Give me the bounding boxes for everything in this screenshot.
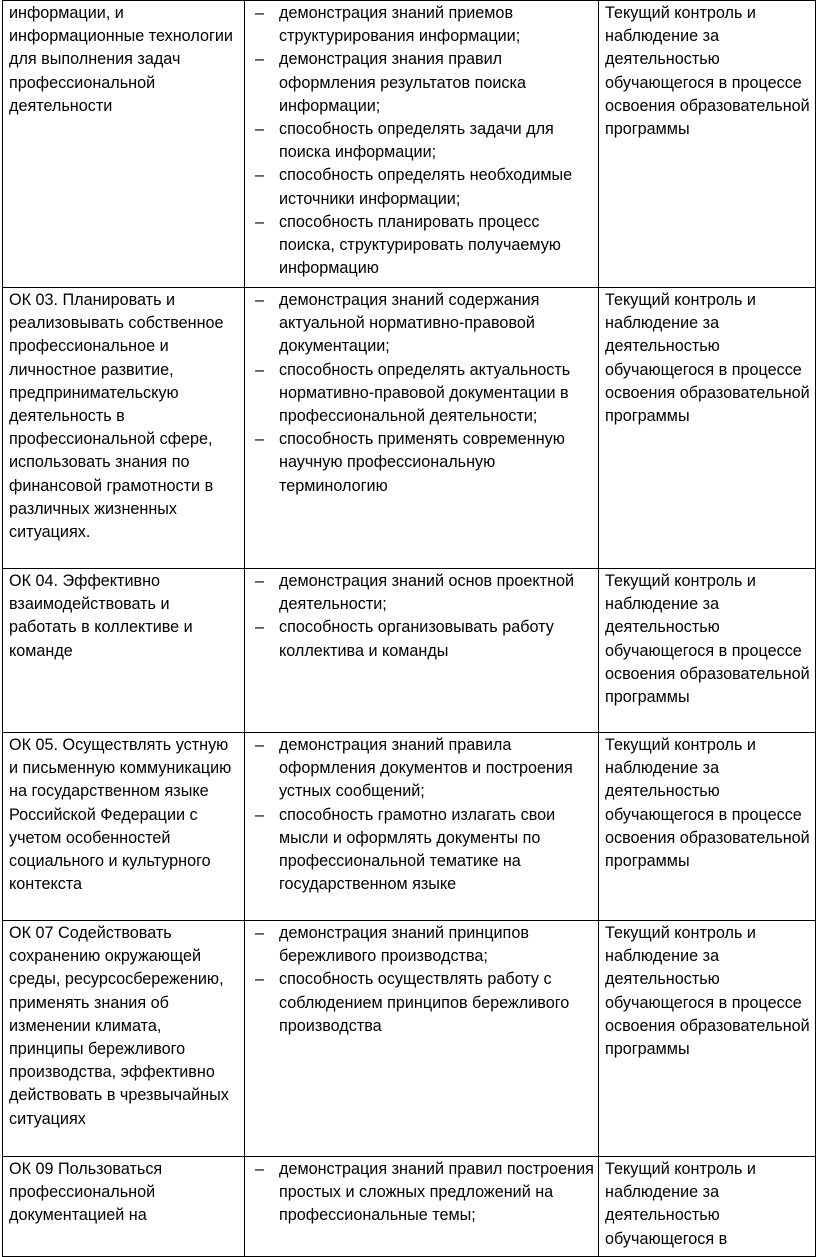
table-row [3, 569, 816, 733]
competency-text: ОК 05. Осуществлять устную и письменную коммуникацию на государственном языке Российской Федерации с учетом особенностей социального и культурного контекста [9, 736, 232, 894]
table-row [3, 1157, 816, 1257]
indicator-item [251, 359, 594, 429]
assessment-cell [599, 733, 816, 921]
competency-text: ОК 04. Эффективно взаимодействовать и работать в коллективе и команде [9, 572, 193, 660]
indicator-item [251, 164, 594, 210]
indicator-text: демонстрация знаний приемов структурирования информации; [279, 4, 521, 46]
assessment-text: Текущий контроль и наблюдение за деятельностью обучающегося в процессе освоения образовательной программы [605, 924, 810, 1059]
table-row [3, 288, 816, 569]
competency-cell [3, 733, 245, 921]
dash-bullet-icon: – [255, 360, 265, 379]
competency-cell [3, 1157, 245, 1257]
indicator-text: демонстрация знаний основ проектной деятельности; [279, 572, 575, 614]
competency-text: ОК 03. Планировать и реализовывать собственное профессиональное и личностное развитие, предпринимательскую деятельность в профессиональной сфере, использовать знания по финансовой грамотности в различных жизненных ситуациях. [9, 291, 224, 542]
assessment-text: Текущий контроль и наблюдение за деятельностью обучающегося в процессе освоения образовательной программы [605, 736, 810, 871]
dash-bullet-icon: – [255, 970, 265, 989]
indicator-item [251, 570, 594, 616]
indicator-text: способность определять задачи для поиска информации; [279, 120, 554, 162]
dash-bullet-icon: – [255, 50, 265, 69]
indicator-item [251, 1158, 594, 1228]
competency-cell [3, 569, 245, 733]
assessment-cell [599, 1157, 816, 1257]
competency-text: информации, и информационные технологии для выполнения задач профессиональной деятельности [9, 4, 233, 115]
indicator-item [251, 428, 594, 498]
indicator-text: способность применять современную научную профессиональную терминологию [279, 430, 565, 495]
dash-bullet-icon: – [255, 1160, 265, 1178]
indicator-text: способность осуществлять работу с соблюдением принципов бережливого производства [279, 970, 570, 1035]
dash-bullet-icon: – [255, 4, 265, 22]
indicators-cell [245, 733, 599, 921]
indicator-item [251, 922, 594, 968]
dash-bullet-icon: – [255, 805, 265, 824]
indicator-text: способность определять необходимые источники информации; [279, 166, 573, 208]
assessment-cell [599, 1, 816, 288]
indicators-cell [245, 288, 599, 569]
assessment-cell [599, 921, 816, 1157]
indicator-text: демонстрация знаний правил построения простых и сложных предложений на профессиональные темы; [279, 1160, 594, 1225]
indicator-text: демонстрация знаний принципов бережливого производства; [279, 924, 529, 966]
indicators-cell [245, 921, 599, 1157]
competency-cell [3, 1, 245, 288]
indicators-cell [245, 1157, 599, 1257]
dash-bullet-icon: – [255, 430, 265, 449]
table-row [3, 1, 816, 288]
indicator-item [251, 48, 594, 118]
indicator-text: демонстрация знаний содержания актуальной нормативно-правовой документации; [279, 291, 540, 356]
indicator-text: способность организовывать работу коллектива и команды [279, 618, 554, 660]
competency-cell [3, 288, 245, 569]
results-table [2, 0, 816, 1257]
table-row [3, 733, 816, 921]
dash-bullet-icon: – [255, 166, 265, 185]
indicator-item [251, 289, 594, 359]
dash-bullet-icon: – [255, 618, 265, 637]
assessment-text: Текущий контроль и наблюдение за деятельностью обучающегося в [605, 1160, 756, 1248]
dash-bullet-icon: – [255, 572, 265, 590]
table-row [3, 921, 816, 1157]
indicator-text: демонстрация знания правил оформления результатов поиска информации; [279, 50, 526, 115]
indicator-item [251, 804, 594, 897]
assessment-text: Текущий контроль и наблюдение за деятельностью обучающегося в процессе освоения образовательной программы [605, 291, 810, 426]
indicator-text: способность планировать процесс поиска, структурировать получаемую информацию [279, 212, 561, 278]
indicator-item [251, 211, 594, 281]
indicator-item [251, 2, 594, 48]
dash-bullet-icon: – [255, 924, 265, 942]
dash-bullet-icon: – [255, 120, 265, 139]
indicator-text: способность определять актуальность нормативно-правовой документации в профессиональной деятельности; [279, 360, 571, 426]
competency-text: ОК 09 Пользоваться профессиональной документацией на [9, 1160, 163, 1225]
indicator-item [251, 616, 594, 662]
dash-bullet-icon: – [255, 736, 265, 754]
indicator-item [251, 734, 594, 804]
assessment-cell [599, 569, 816, 733]
competency-text: ОК 07 Содействовать сохранению окружающей среды, ресурсосбережению, применять знания об изменении климата, принципы бережливого производства, эффективно действовать в чрезвычайных ситуациях [9, 924, 229, 1128]
indicator-item [251, 968, 594, 1038]
assessment-cell [599, 288, 816, 569]
assessment-text: Текущий контроль и наблюдение за деятельностью обучающегося в процессе освоения образовательной программы [605, 4, 810, 139]
competency-cell [3, 921, 245, 1157]
indicator-text: способность грамотно излагать свои мысли и оформлять документы по профессиональной тематике на государственном языке [279, 805, 556, 894]
table-body [3, 1, 816, 1257]
assessment-text: Текущий контроль и наблюдение за деятельностью обучающегося в процессе освоения образовательной программы [605, 572, 810, 707]
indicators-cell [245, 1, 599, 288]
dash-bullet-icon: – [255, 212, 265, 231]
indicators-cell [245, 569, 599, 733]
indicator-item [251, 118, 594, 164]
dash-bullet-icon: – [255, 291, 265, 309]
indicator-text: демонстрация знаний правила оформления документов и построения устных сообщений; [279, 736, 573, 801]
